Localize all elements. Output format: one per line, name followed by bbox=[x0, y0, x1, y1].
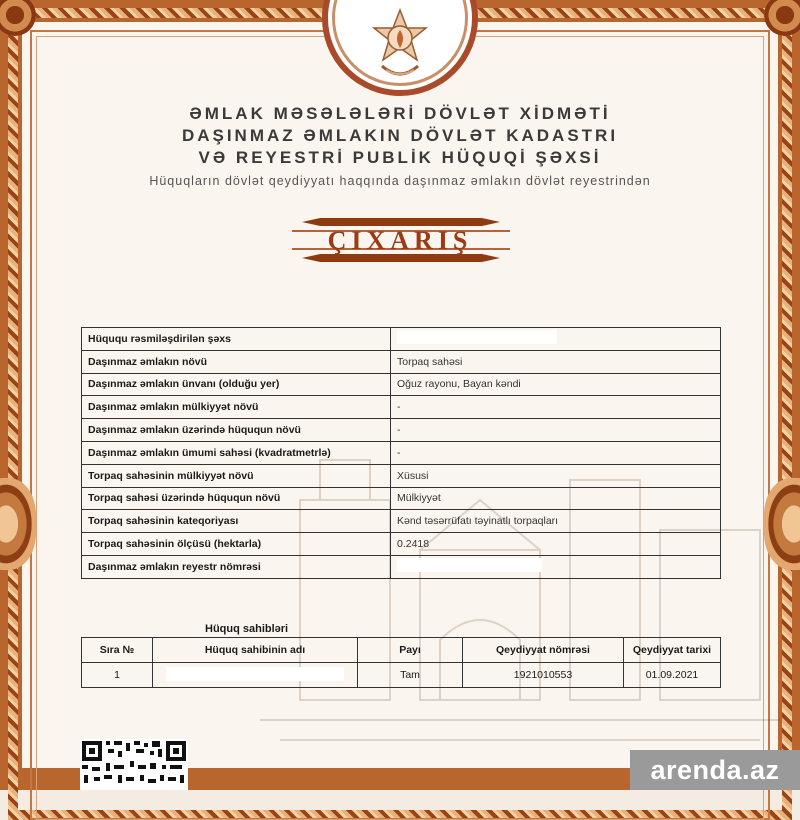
redacted-value bbox=[397, 558, 542, 572]
row-label: Daşınmaz əmlakın növü bbox=[82, 350, 391, 373]
row-label: Torpaq sahəsinin kateqoriyası bbox=[82, 510, 391, 533]
row-label: Daşınmaz əmlakın ümumi sahəsi (kvadratmetrlə) bbox=[82, 441, 391, 464]
header-line-2: DAŞINMAZ ƏMLAKIN DÖVLƏT KADASTRI bbox=[181, 126, 619, 145]
row-value: - bbox=[391, 441, 721, 464]
row-value bbox=[391, 328, 721, 351]
row-value: Mülkiyyət bbox=[391, 487, 721, 510]
table-row bbox=[82, 555, 721, 578]
table-row bbox=[82, 396, 721, 419]
row-label: Hüququ rəsmiləşdirilən şəxs bbox=[82, 328, 391, 351]
table-row bbox=[82, 464, 721, 487]
row-value: Kənd təsərrüfatı təyinatlı torpaqları bbox=[391, 510, 721, 533]
state-emblem bbox=[322, 0, 478, 96]
row-label: Daşınmaz əmlakın mülkiyyət növü bbox=[82, 396, 391, 419]
table-row bbox=[82, 419, 721, 442]
table-row bbox=[82, 441, 721, 464]
column-header: Qeydiyyat nömrəsi bbox=[463, 638, 624, 663]
cell-share: Tam bbox=[358, 663, 463, 688]
property-info-table bbox=[81, 327, 721, 579]
column-header: Payı bbox=[358, 638, 463, 663]
redacted-value bbox=[397, 330, 557, 344]
column-header: Hüquq sahibinin adı bbox=[153, 638, 358, 663]
table-row bbox=[82, 373, 721, 396]
column-header: Sıra № bbox=[82, 638, 153, 663]
cell-registration-number: 1921010553 bbox=[463, 663, 624, 688]
document-title: ÇIXARIŞ bbox=[327, 226, 473, 255]
watermark-text: arenda.az bbox=[650, 755, 780, 785]
table-row bbox=[82, 328, 721, 351]
cell-owner-name bbox=[153, 663, 358, 688]
table-row bbox=[82, 663, 721, 688]
row-label: Torpaq sahəsi üzərində hüququn növü bbox=[82, 487, 391, 510]
header-line-3: VƏ REYESTRİ PUBLİK HÜQUQİ ŞƏXSİ bbox=[198, 148, 602, 167]
cell-registration-date: 01.09.2021 bbox=[624, 663, 721, 688]
row-value: - bbox=[391, 396, 721, 419]
row-value: 0.2418 bbox=[391, 533, 721, 556]
owners-header-row bbox=[82, 638, 721, 663]
table-row bbox=[82, 510, 721, 533]
row-label: Torpaq sahəsinin mülkiyyət növü bbox=[82, 464, 391, 487]
row-label: Daşınmaz əmlakın reyestr nömrəsi bbox=[82, 555, 391, 578]
redacted-value bbox=[166, 667, 344, 681]
column-header: Qeydiyyat tarixi bbox=[624, 638, 721, 663]
header-subtitle: Hüquqların dövlət qeydiyyatı haqqında daşınmaz əmlakın dövlət reyestrindən bbox=[149, 174, 651, 188]
azerbaijan-emblem-icon bbox=[370, 8, 430, 84]
row-label: Daşınmaz əmlakın ünvanı (olduğu yer) bbox=[82, 373, 391, 396]
row-value: - bbox=[391, 419, 721, 442]
qr-code bbox=[80, 739, 188, 790]
row-label: Torpaq sahəsinin ölçüsü (hektarla) bbox=[82, 533, 391, 556]
row-value bbox=[391, 555, 721, 578]
owners-table bbox=[81, 637, 721, 688]
table-row bbox=[82, 350, 721, 373]
row-label: Daşınmaz əmlakın üzərində hüququn növü bbox=[82, 419, 391, 442]
table-row bbox=[82, 533, 721, 556]
row-value: Oğuz rayonu, Bayan kəndi bbox=[391, 373, 721, 396]
owners-caption: Hüquq sahibləri bbox=[205, 623, 289, 635]
cell-index: 1 bbox=[82, 663, 153, 688]
table-row bbox=[82, 487, 721, 510]
row-value: Torpaq sahəsi bbox=[391, 350, 721, 373]
row-value: Xüsusi bbox=[391, 464, 721, 487]
watermark-badge bbox=[630, 750, 800, 790]
header-line-1: ƏMLAK MƏSƏLƏLƏRİ DÖVLƏT XİDMƏTİ bbox=[189, 104, 611, 123]
